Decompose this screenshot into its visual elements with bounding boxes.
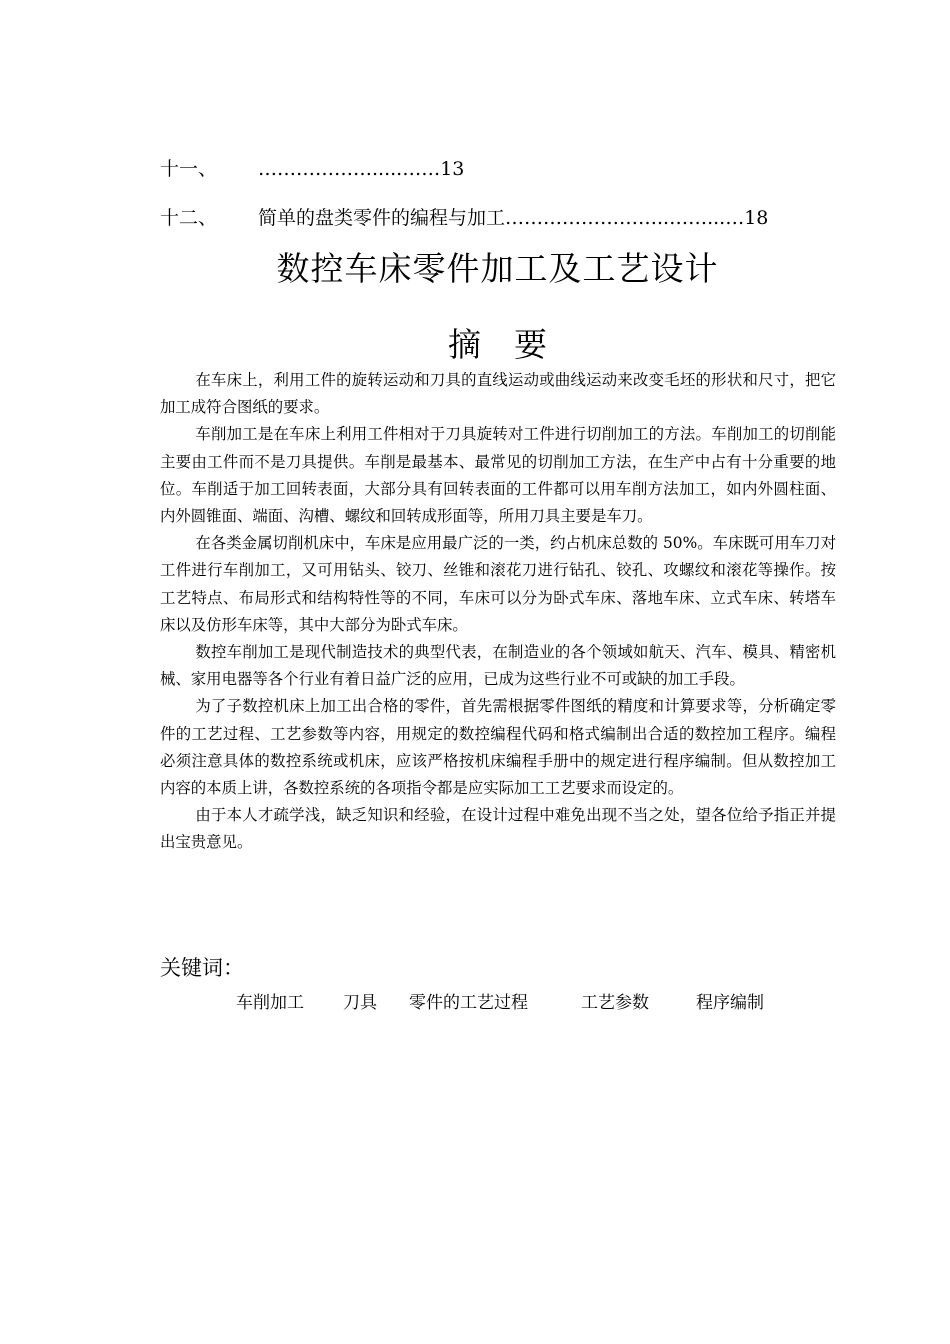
document-title: 数控车床零件加工及工艺设计 xyxy=(276,249,719,288)
keyword: 车削加工 xyxy=(236,993,304,1013)
abstract-paragraph: 在车床上，利用工件的旋转运动和刀具的直线运动或曲线运动来改变毛坯的形状和尺寸，把它加工成符合图纸的要求。 xyxy=(160,371,836,417)
abstract-paragraph: 为了子数控机床上加工出合格的零件，首先需根据零件图纸的精度和计算要求等，分析确定零件的工艺过程、工艺参数等内容，用规定的数控编程代码和格式编制出合适的数控加工程序。编程必须注意具体的数控系统或机床，应该严格按机床编程手册中的规定进行程序编制。但从数控加工内容的本质上讲，各数控系统的各项指令都是应实际加工工艺要求而设定的。 xyxy=(160,697,836,798)
abstract-paragraph: 由于本人才疏学浅，缺乏知识和经验，在设计过程中难免出现不当之处，望各位给予指正并提出宝贵意见。 xyxy=(160,806,836,852)
keyword: 零件的工艺过程 xyxy=(409,993,528,1013)
toc-number: 十一、 xyxy=(160,158,218,180)
keywords-label: 关键词： xyxy=(160,956,244,980)
abstract-body xyxy=(160,367,836,857)
toc-number: 十二、 xyxy=(160,207,218,229)
toc-line-12 xyxy=(160,205,850,231)
abstract-heading: 摘 要 xyxy=(448,325,547,364)
abstract-paragraph: 车削加工是在车床上利用工件相对于刀具旋转对工件进行切削加工的方法。车削加工的切削能主要由工件而不是刀具提供。车削是最基本、最常见的切削加工方法，在生产中占有十分重要的地位。车削适于加工回转表面，大部分具有回转表面的工件都可以用车削方法加工，如内外圆柱面、内外圆锥面、端面、沟槽、螺纹和回转成形面等，所用刀具主要是车刀。 xyxy=(160,425,836,526)
abstract-paragraph: 数控车削加工是现代制造技术的典型代表，在制造业的各个领域如航天、汽车、模具、精密机械、家用电器等各个行业有着日益广泛的应用，已成为这些行业不可或缺的加工手段。 xyxy=(160,643,836,689)
keyword: 工艺参数 xyxy=(581,993,649,1013)
toc-entry: ……………….....……13 xyxy=(258,158,465,180)
keyword: 刀具 xyxy=(343,993,377,1013)
toc-entry: 简单的盘类零件的编程与加工……………………..……...…18 xyxy=(258,207,769,229)
keyword: 程序编制 xyxy=(696,993,764,1013)
toc-line-11 xyxy=(160,156,840,182)
abstract-paragraph: 在各类金属切削机床中，车床是应用最广泛的一类，约占机床总数的 50%。车床既可用车刀对工件进行车削加工，又可用钻头、铰刀、丝锥和滚花刀进行钻孔、铰孔、攻螺纹和滚花等操作。按工艺特点、布局形式和结构特性等的不同，车床可以分为卧式车床、落地车床、立式车床、转塔车床以及仿形车床等，其中大部分为卧式车床。 xyxy=(160,534,836,634)
